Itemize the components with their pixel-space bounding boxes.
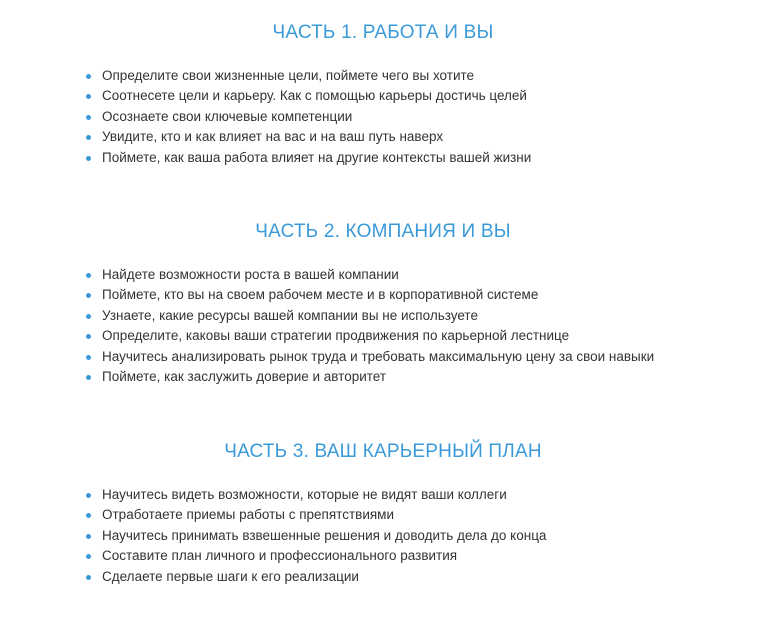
list-item-text: Научитесь видеть возможности, которые не видят ваши коллеги — [102, 487, 507, 502]
bullet-icon — [86, 273, 91, 278]
section-part-1 — [0, 21, 766, 165]
bullet-icon — [86, 74, 91, 79]
bullet-icon — [86, 513, 91, 518]
list-item — [86, 526, 546, 546]
bullet-icon — [86, 94, 91, 99]
list-item-text: Найдете возможности роста в вашей компании — [102, 267, 399, 282]
list-item — [86, 347, 654, 367]
list-item — [86, 265, 654, 285]
bullet-icon — [86, 493, 91, 498]
list-item — [86, 66, 531, 86]
bullet-icon — [86, 314, 91, 319]
list-item-text: Узнаете, какие ресурсы вашей компании вы не используете — [102, 307, 478, 323]
list-item-text: Сделаете первые шаги к его реализации — [102, 568, 359, 584]
section-part-3 — [0, 440, 766, 584]
list-item-text: Определите свои жизненные цели, поймете чего вы хотите — [102, 68, 475, 83]
section-part-2 — [0, 220, 766, 384]
list-item — [86, 86, 531, 106]
list-item-text: Осознаете свои ключевые компетенции — [102, 108, 353, 124]
list-item — [86, 148, 531, 168]
bullet-icon — [86, 355, 91, 360]
list-item-text: Определите, каковы ваши стратегии продвижения по карьерной лестнице — [102, 328, 570, 344]
bullet-list — [86, 265, 654, 387]
bullet-icon — [86, 115, 91, 120]
bullet-icon — [86, 375, 91, 380]
bullet-icon — [86, 156, 91, 161]
section-title: ЧАСТЬ 1. РАБОТА И ВЫ — [272, 22, 494, 43]
list-item-text: Увидите, кто и как влияет на вас и на ваш путь наверх — [102, 129, 444, 145]
bullet-icon — [86, 554, 91, 559]
list-item — [86, 546, 546, 566]
list-item — [86, 306, 654, 326]
bullet-icon — [86, 534, 91, 539]
list-item — [86, 367, 654, 387]
list-item — [86, 567, 546, 587]
list-item-text: Поймете, кто вы на своем рабочем месте и в корпоративной системе — [102, 287, 539, 303]
list-item — [86, 127, 531, 147]
section-title: ЧАСТЬ 2. КОМПАНИЯ И ВЫ — [255, 221, 511, 242]
list-item — [86, 107, 531, 127]
list-item-text: Научитесь анализировать рынок труда и требовать максимальную цену за свои навыки — [102, 348, 655, 364]
bullet-icon — [86, 575, 91, 580]
list-item-text: Составите план личного и профессионального развития — [102, 548, 458, 564]
bullet-icon — [86, 293, 91, 298]
list-item — [86, 505, 546, 525]
bullet-icon — [86, 334, 91, 339]
list-item-text: Поймете, как ваша работа влияет на другие контексты вашей жизни — [102, 149, 532, 165]
bullet-icon — [86, 135, 91, 140]
list-item-text: Поймете, как заслужить доверие и авторитет — [102, 368, 387, 384]
list-item — [86, 285, 654, 305]
list-item-text: Соотнесете цели и карьеру. Как с помощью карьеры достичь целей — [102, 88, 527, 104]
list-item — [86, 326, 654, 346]
list-item-text: Отработаете приемы работы с препятствиями — [102, 507, 394, 523]
list-item — [86, 485, 546, 505]
bullet-list — [86, 485, 546, 587]
list-item-text: Научитесь принимать взвешенные решения и доводить дела до конца — [102, 527, 547, 543]
bullet-list — [86, 66, 531, 168]
section-title: ЧАСТЬ 3. ВАШ КАРЬЕРНЫЙ ПЛАН — [224, 441, 542, 462]
